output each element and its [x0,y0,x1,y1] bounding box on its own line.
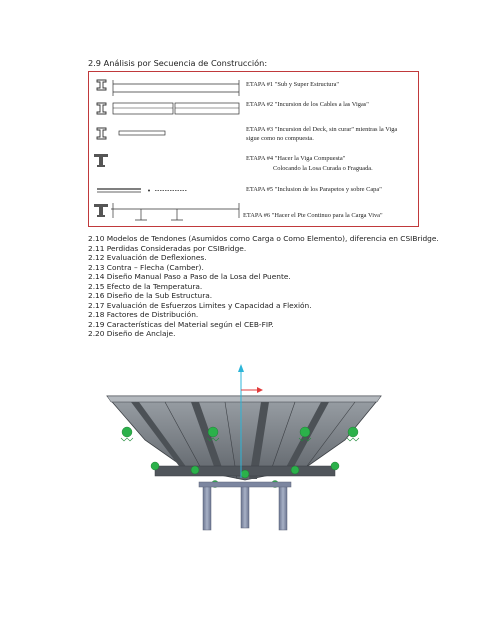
topic-list-item: 2.16 Diseño de la Sub Estructura. [88,291,213,301]
stage-1-girders [113,80,239,96]
stage-1-diagram [89,72,249,226]
stage-4-label-line1: ETAPA #4 "Hacer la Viga Compuesta" [246,155,346,162]
topic-list-item: 2.14 Diseño Manual Paso a Paso de la Losa del Puente. [88,272,291,282]
stage-2-girders [113,103,239,114]
stage-4-label-line2: Colocando la Losa Curada o Fraguada. [273,165,373,172]
topic-list-item: 2.10 Modelos de Tendones (Asumidos como Carga o Como Elemento), diferencia en CSIBridge. [88,234,439,243]
topic-list-item: 2.15 Efecto de la Temperatura. [88,281,203,291]
stage-3-label-line1: ETAPA #3 "Incursion del Deck, sin curar" mientras la Viga [246,126,398,133]
stage-3-deck [119,131,165,135]
stage-6-label: ETAPA #6 "Hacer el Pte Continuo para la Carga Viva" [243,212,383,219]
topic-list-item: 2.11 Perdidas Consideradas por CSIBridge. [88,243,247,253]
bridge-3d-model-figure [95,362,395,542]
stage-2-label: ETAPA #2 "Incursion de los Cables a las Vigas" [246,101,369,108]
stage-4-composite-section-icon [94,154,108,167]
stage-6-composite-section-icon [94,204,108,217]
stage-3-girder-section-icon [97,128,106,139]
bridge-piers [199,482,291,530]
stage-5-parapets [97,189,187,192]
stage-5-label: ETAPA #5 "Inclusion de los Parapetos y sobre Capa" [246,186,382,193]
stage-3-label-line2: sigue como no compuesta. [246,135,314,142]
topic-list-item: 2.19 Características del Material según el CEB-FIP. [88,319,274,329]
stage-1-girder-section-icon [97,80,106,90]
topic-list-item: 2.18 Factores de Distribución. [88,310,199,320]
stage-1-label: ETAPA #1 "Sub y Super Estructura" [246,81,340,88]
topic-list-item: 2.12 Evaluación de Deflexiones. [88,253,207,263]
topic-list-item: 2.20 Diseño de Anclaje. [88,329,176,339]
section-heading: 2.9 Análisis por Secuencia de Construcción: [88,58,268,68]
topic-list-item: 2.17 Evaluación de Esfuerzos Limites y Capacidad a Flexión. [88,300,312,310]
topic-list-item: 2.13 Contra – Flecha (Camber). [88,262,204,272]
stage-2-girder-section-icon [97,103,106,114]
stage-6-continuous-girders [111,203,239,220]
construction-stages-frame [88,71,419,227]
topic-list [88,234,439,339]
bridge-deck [107,396,381,480]
